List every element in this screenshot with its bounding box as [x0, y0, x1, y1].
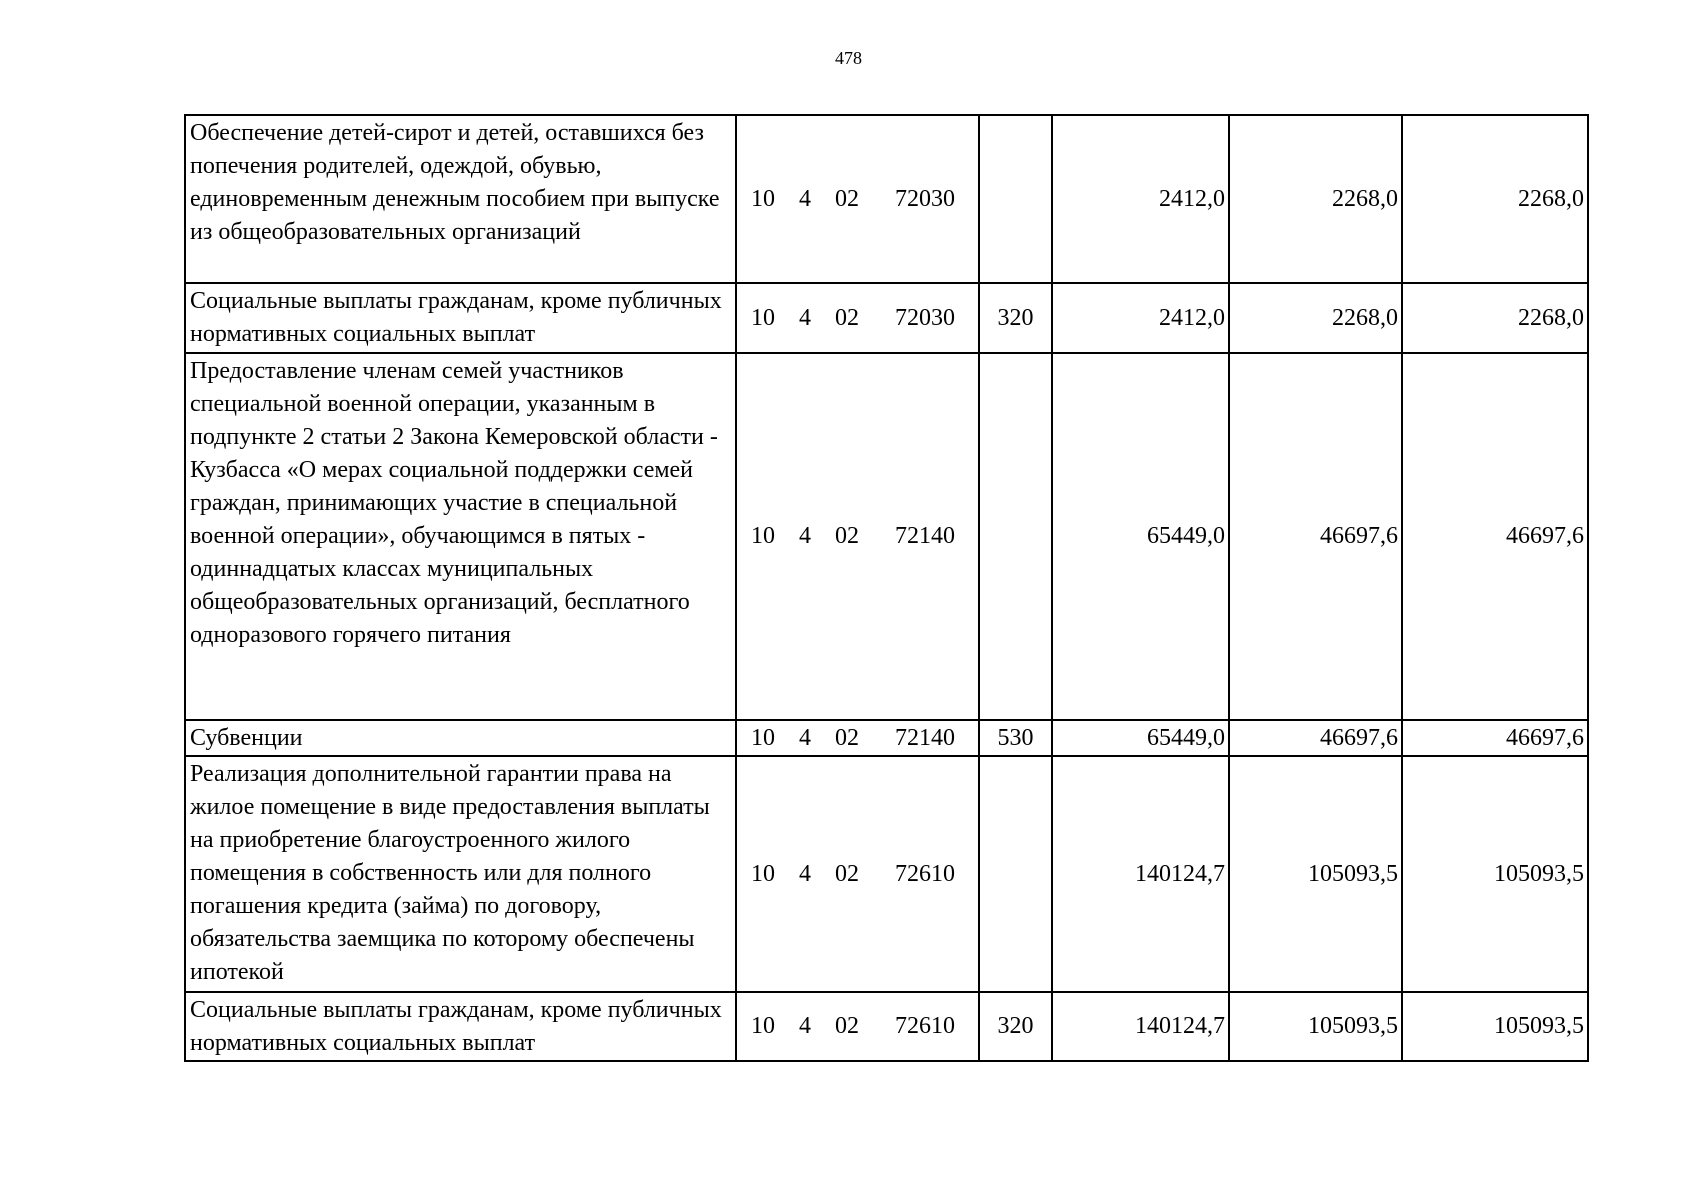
amount-year-3: 2268,0 [1402, 115, 1588, 283]
amount-year-1: 65449,0 [1052, 720, 1229, 756]
row-codes [736, 756, 979, 992]
target-code-part2: 72140 [895, 523, 955, 549]
amount-year-2: 2268,0 [1229, 115, 1402, 283]
table-row [185, 353, 1588, 720]
row-name: Предоставление членам семей участников специальной военной операции, указанным в подпункте 2 статьи 2 Закона Кемеровской области - Кузбасса «О мерах социальной поддержки семей граждан, принимающих участие в специальной военной операции», обучающимся в пятых - одиннадцатых классах муниципальных общеобразовательных организаций, бесплатного одноразового горячего питания [185, 353, 736, 720]
expense-type-code [979, 756, 1052, 992]
target-code-part1: 02 [835, 724, 859, 751]
budget-table [184, 114, 1589, 1062]
row-codes [736, 115, 979, 283]
subsection-code: 4 [799, 304, 811, 331]
table-row [185, 756, 1588, 992]
target-code-part2: 72610 [895, 860, 955, 887]
amount-year-2: 2268,0 [1229, 283, 1402, 353]
row-codes [736, 283, 979, 353]
subsection-code: 4 [799, 185, 811, 212]
table-row [185, 992, 1588, 1061]
amount-year-3: 46697,6 [1402, 720, 1588, 756]
subsection-code: 4 [799, 523, 811, 549]
amount-year-3: 105093,5 [1402, 756, 1588, 992]
row-name: Обеспечение детей-сирот и детей, оставшихся без попечения родителей, одеждой, обувью, единовременным денежным пособием при выпуске из общеобразовательных организаций [185, 115, 736, 283]
row-codes [736, 353, 979, 720]
row-codes [736, 720, 979, 756]
table-row [185, 720, 1588, 756]
target-code-part1: 02 [835, 1013, 859, 1039]
target-code-part2: 72140 [895, 724, 955, 751]
amount-year-2: 105093,5 [1229, 756, 1402, 992]
row-name: Социальные выплаты гражданам, кроме публичных нормативных социальных выплат [185, 283, 736, 353]
section-code: 10 [751, 724, 775, 751]
table-row [185, 283, 1588, 353]
row-name: Субвенции [185, 720, 736, 756]
amount-year-2: 46697,6 [1229, 720, 1402, 756]
expense-type-code: 320 [979, 992, 1052, 1061]
expense-type-code [979, 115, 1052, 283]
amount-year-2: 105093,5 [1229, 992, 1402, 1061]
section-code: 10 [751, 523, 775, 549]
section-code: 10 [751, 860, 775, 887]
amount-year-2: 46697,6 [1229, 353, 1402, 720]
target-code-part2: 72030 [895, 304, 955, 331]
amount-year-3: 2268,0 [1402, 283, 1588, 353]
target-code-part1: 02 [835, 185, 859, 212]
subsection-code: 4 [799, 1013, 811, 1039]
subsection-code: 4 [799, 724, 811, 751]
target-code-part1: 02 [835, 860, 859, 887]
amount-year-1: 2412,0 [1052, 115, 1229, 283]
amount-year-1: 140124,7 [1052, 756, 1229, 992]
amount-year-3: 46697,6 [1402, 353, 1588, 720]
page-number: 478 [835, 48, 862, 68]
subsection-code: 4 [799, 860, 811, 887]
row-name: Реализация дополнительной гарантии права на жилое помещение в виде предоставления выплаты на приобретение благоустроенного жилого помещения в собственность или для полного погашения кредита (займа) по договору, обязательства заемщика по которому обеспечены ипотекой [185, 756, 736, 992]
section-code: 10 [751, 185, 775, 212]
target-code-part1: 02 [835, 304, 859, 331]
target-code-part1: 02 [835, 523, 859, 549]
target-code-part2: 72030 [895, 185, 955, 212]
amount-year-1: 140124,7 [1052, 992, 1229, 1061]
expense-type-code: 530 [979, 720, 1052, 756]
expense-type-code [979, 353, 1052, 720]
amount-year-1: 2412,0 [1052, 283, 1229, 353]
section-code: 10 [751, 304, 775, 331]
expense-type-code: 320 [979, 283, 1052, 353]
row-codes [736, 992, 979, 1061]
row-name: Социальные выплаты гражданам, кроме публичных нормативных социальных выплат [185, 992, 736, 1061]
table-row [185, 115, 1588, 283]
amount-year-3: 105093,5 [1402, 992, 1588, 1061]
target-code-part2: 72610 [895, 1013, 955, 1039]
amount-year-1: 65449,0 [1052, 353, 1229, 720]
section-code: 10 [751, 1013, 775, 1039]
